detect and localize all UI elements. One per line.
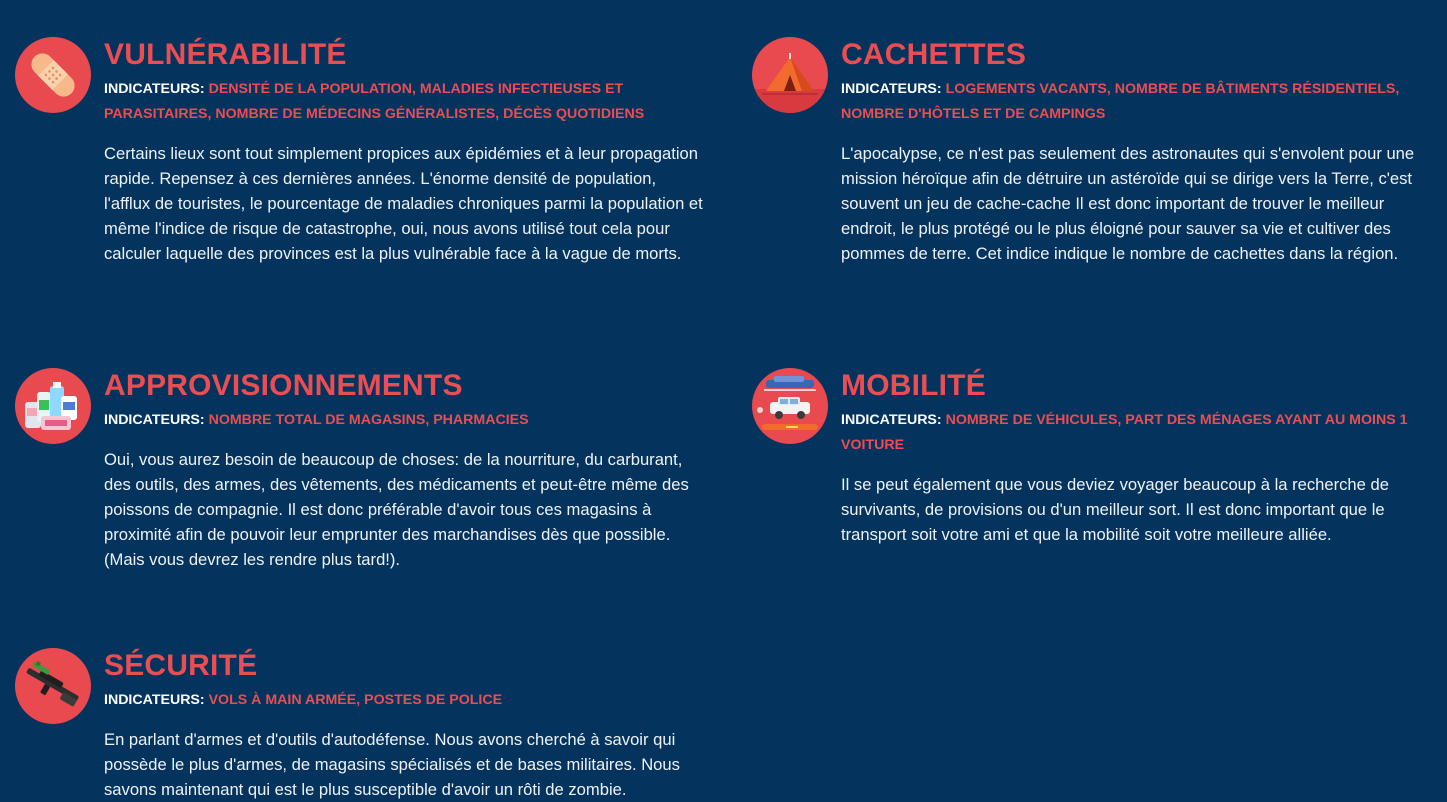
section-indicators (841, 77, 1441, 127)
indicators-label: INDICATEURS: (841, 81, 942, 97)
section-description: Il se peut également que vous deviez voyager beaucoup à la recherche de survivants, de provisions ou d'un meilleur sort. Il est donc important que le transport soit votre ami et que la mobilité soit votre meilleure alliée. (841, 475, 1389, 544)
indicators-label: INDICATEURS: (104, 692, 205, 708)
section-approvisionnements (15, 368, 705, 578)
section-indicators (104, 688, 709, 713)
indicators-list: NOMBRE DE VÉHICULES, PART DES MÉNAGES AYANT AU MOINS 1 VOITURE (841, 412, 1408, 453)
section-securite (15, 648, 710, 802)
tent-icon (752, 37, 828, 113)
indicators-label: INDICATEURS: (104, 81, 205, 97)
indicators-list: VOLS À MAIN ARMÉE, POSTES DE POLICE (208, 692, 503, 708)
indicators-label: INDICATEURS: (104, 412, 205, 428)
section-indicators (841, 408, 1441, 458)
section-description: Oui, vous aurez besoin de beaucoup de choses: de la nourriture, du carburant, des outils, des armes, des vêtements, des médicaments et peut-être même des poissons de compagnie. Il est donc préférable d'avoir tous ces magasins à proximité afin de pouvoir leur emprunter des marchandises dès que possible. (Mais vous devrez les rendre plus tard!). (104, 450, 689, 569)
section-mobilite (752, 368, 1447, 568)
indicators-list: NOMBRE TOTAL DE MAGASINS, PHARMACIES (208, 412, 529, 428)
section-cachettes (752, 37, 1447, 307)
section-indicators (104, 408, 704, 433)
supplies-icon (15, 368, 91, 444)
section-indicators (104, 77, 704, 127)
bandage-icon (15, 37, 91, 113)
indicators-list: DENSITÉ DE LA POPULATION, MALADIES INFECTIEUSES ET PARASITAIRES, NOMBRE DE MÉDECINS GÉNÉRALISTES, DÉCÈS QUOTIDIENS (104, 81, 645, 122)
section-description: En parlant d'armes et d'outils d'autodéfense. Nous avons cherché à savoir qui possède le plus d'armes, de magasins spécialisés et de bases militaires. Nous savons maintenant qui est le plus susceptible d'avoir un rôti de zombie. (104, 730, 680, 799)
section-title: APPROVISIONNEMENTS (104, 369, 463, 402)
section-description: Certains lieux sont tout simplement propices aux épidémies et à leur propagation rapide. Repensez à ces dernières années. L'énorme densité de population, l'afflux de touristes, le pourcentage de maladies chroniques parmi la population et même l'indice de risque de catastrophe, oui, nous avons utilisé tout cela pour calculer laquelle des provinces est la plus vulnérable face à la vague de morts. (104, 144, 703, 263)
section-title: VULNÉRABILITÉ (104, 38, 347, 71)
section-description: L'apocalypse, ce n'est pas seulement des astronautes qui s'envolent pour une mission héroïque afin de détruire un astéroïde qui se dirige vers la Terre, c'est souvent un jeu de cache-cache Il est donc important de trouver le meilleur endroit, le plus protégé ou le plus éloigné pour sauver sa vie et cultiver des pommes de terre. Cet indice indique le nombre de cachettes dans la région. (841, 144, 1415, 263)
rifle-icon (15, 648, 91, 724)
section-vulnerabilite (15, 37, 705, 307)
indicators-list: LOGEMENTS VACANTS, NOMBRE DE BÂTIMENTS RÉSIDENTIELS, NOMBRE D'HÔTELS ET DE CAMPINGS (841, 81, 1400, 122)
vehicles-icon (752, 368, 828, 444)
section-title: CACHETTES (841, 38, 1027, 71)
indicators-label: INDICATEURS: (841, 412, 942, 428)
section-title: MOBILITÉ (841, 369, 986, 402)
section-title: SÉCURITÉ (104, 649, 258, 682)
